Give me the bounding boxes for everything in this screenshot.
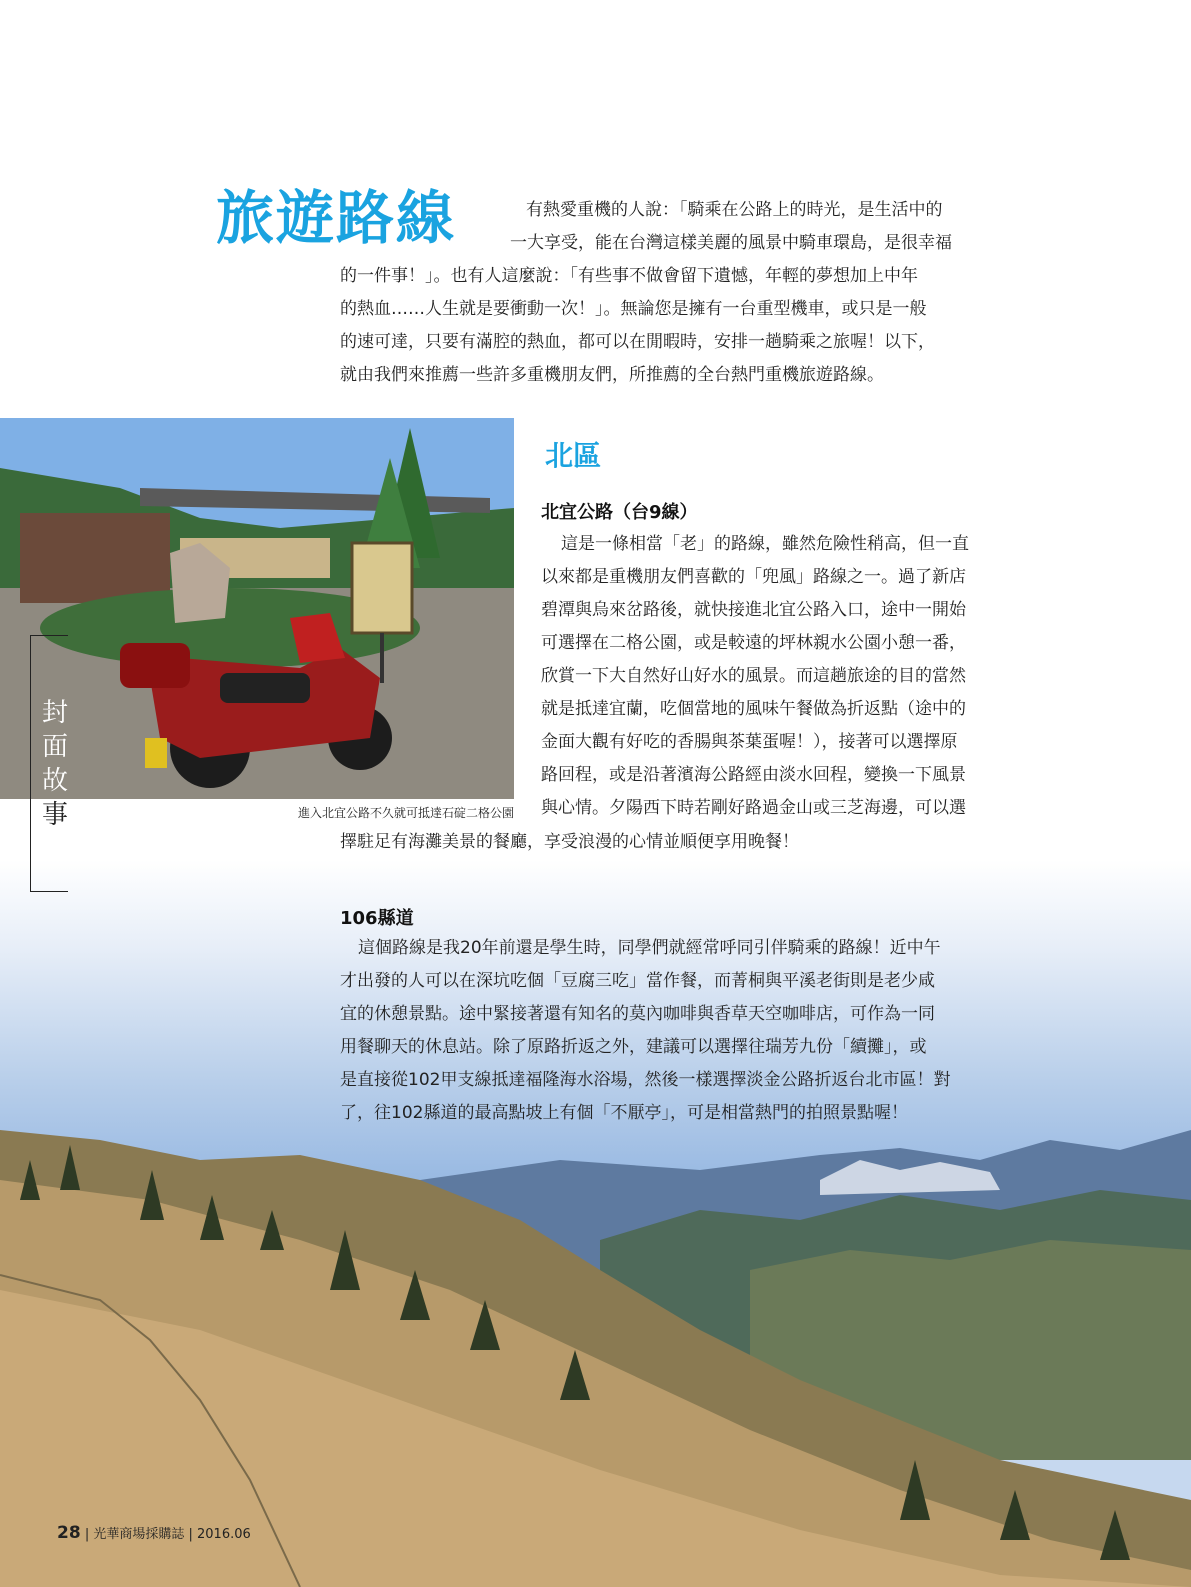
mountain-landscape-photo — [0, 1100, 1191, 1587]
route2-line: 宜的休憩景點。途中緊接著還有知名的莫內咖啡與香草天空咖啡店，可作為一同 — [340, 1004, 935, 1024]
route1-line: 擇駐足有海灘美景的餐廳，享受浪漫的心情並順便享用晚餐！ — [340, 832, 799, 852]
route-title: 北宜公路（台9線） — [541, 502, 698, 523]
route2-line: 是直接從102甲支線抵達福隆海水浴場，然後一樣選擇淡金公路折返台北市區！對 — [340, 1070, 951, 1090]
route1-line: 欣賞一下大自然好山好水的風景。而這趟旅途的目的當然 — [541, 666, 966, 686]
route1-line: 碧潭與烏來岔路後，就快接進北宜公路入口，途中一開始 — [541, 600, 966, 620]
route2-paragraph — [340, 932, 1010, 1130]
route1-tail — [340, 826, 1010, 859]
route1-line: 以來都是重機朋友們喜歡的「兜風」路線之一。過了新店 — [541, 567, 966, 587]
route1-line: 金面大觀有好吃的香腸與茶葉蛋喔！），接著可以選擇原 — [541, 732, 958, 752]
section-heading-north: 北區 — [545, 439, 602, 472]
footer-separator: | — [188, 1527, 197, 1542]
intro-line: 的熱血……人生就是要衝動一次！」。無論您是擁有一台重型機車，或只是一般 — [340, 299, 927, 319]
side-tab-label — [40, 696, 70, 832]
intro-paragraph — [340, 194, 1010, 392]
route2-line: 用餐聊天的休息站。除了原路折返之外，建議可以選擇往瑞芳九份「續攤」，或 — [340, 1037, 927, 1057]
route1-line: 與心情。夕陽西下時若剛好路過金山或三芝海邊，可以選 — [541, 798, 966, 818]
side-tab-char: 面 — [41, 732, 68, 762]
route2-line: 了，往102縣道的最高點坡上有個「不厭亭」，可是相當熱門的拍照景點喔！ — [340, 1103, 908, 1123]
side-tab-border-bottom — [30, 891, 68, 892]
side-tab-char: 封 — [41, 698, 68, 728]
route1-line: 可選擇在二格公園，或是較遠的坪林親水公園小憩一番， — [541, 633, 966, 653]
photo-caption: 進入北宜公路不久就可抵達石碇二格公園 — [297, 806, 514, 820]
intro-line: 的速可達，只要有滿腔的熱血，都可以在閒暇時，安排一趟騎乘之旅喔！以下， — [340, 332, 935, 352]
page-footer — [57, 1523, 251, 1543]
side-tab-border-left — [30, 635, 31, 892]
intro-line: 一大享受，能在台灣這樣美麗的風景中騎車環島，是很幸福 — [510, 233, 952, 253]
page-number: 28 — [57, 1523, 81, 1543]
intro-line: 就由我們來推薦一些許多重機朋友們，所推薦的全台熱門重機旅遊路線。 — [340, 365, 884, 385]
side-tab-border-top — [30, 635, 68, 636]
route1-paragraph — [541, 528, 1011, 825]
magazine-name: 光華商場採購誌 — [93, 1527, 185, 1542]
intro-line: 的一件事！」。也有人這麼說：「有些事不做會留下遺憾，年輕的夢想加上中年 — [340, 266, 918, 286]
side-tab-char: 事 — [41, 800, 68, 830]
side-tab-char: 故 — [41, 766, 68, 796]
route1-line: 這是一條相當「老」的路線，雖然危險性稍高，但一直 — [561, 534, 969, 554]
route2-line: 這個路線是我20年前還是學生時，同學們就經常呼同引伴騎乘的路線！近中午 — [358, 938, 941, 958]
route-title: 106縣道 — [340, 908, 414, 929]
intro-line: 有熱愛重機的人說：「騎乘在公路上的時光，是生活中的 — [526, 200, 943, 220]
issue-date: 2016.06 — [197, 1527, 251, 1542]
footer-separator: | — [84, 1527, 94, 1542]
route1-line: 路回程，或是沿著濱海公路經由淡水回程，變換一下風景 — [541, 765, 966, 785]
motorcycle-photo — [0, 418, 514, 799]
page-title: 旅遊路線 — [216, 184, 457, 252]
route1-line: 就是抵達宜蘭，吃個當地的風味午餐做為折返點（途中的 — [541, 699, 966, 719]
route2-line: 才出發的人可以在深坑吃個「豆腐三吃」當作餐，而菁桐與平溪老街則是老少咸 — [340, 971, 935, 991]
